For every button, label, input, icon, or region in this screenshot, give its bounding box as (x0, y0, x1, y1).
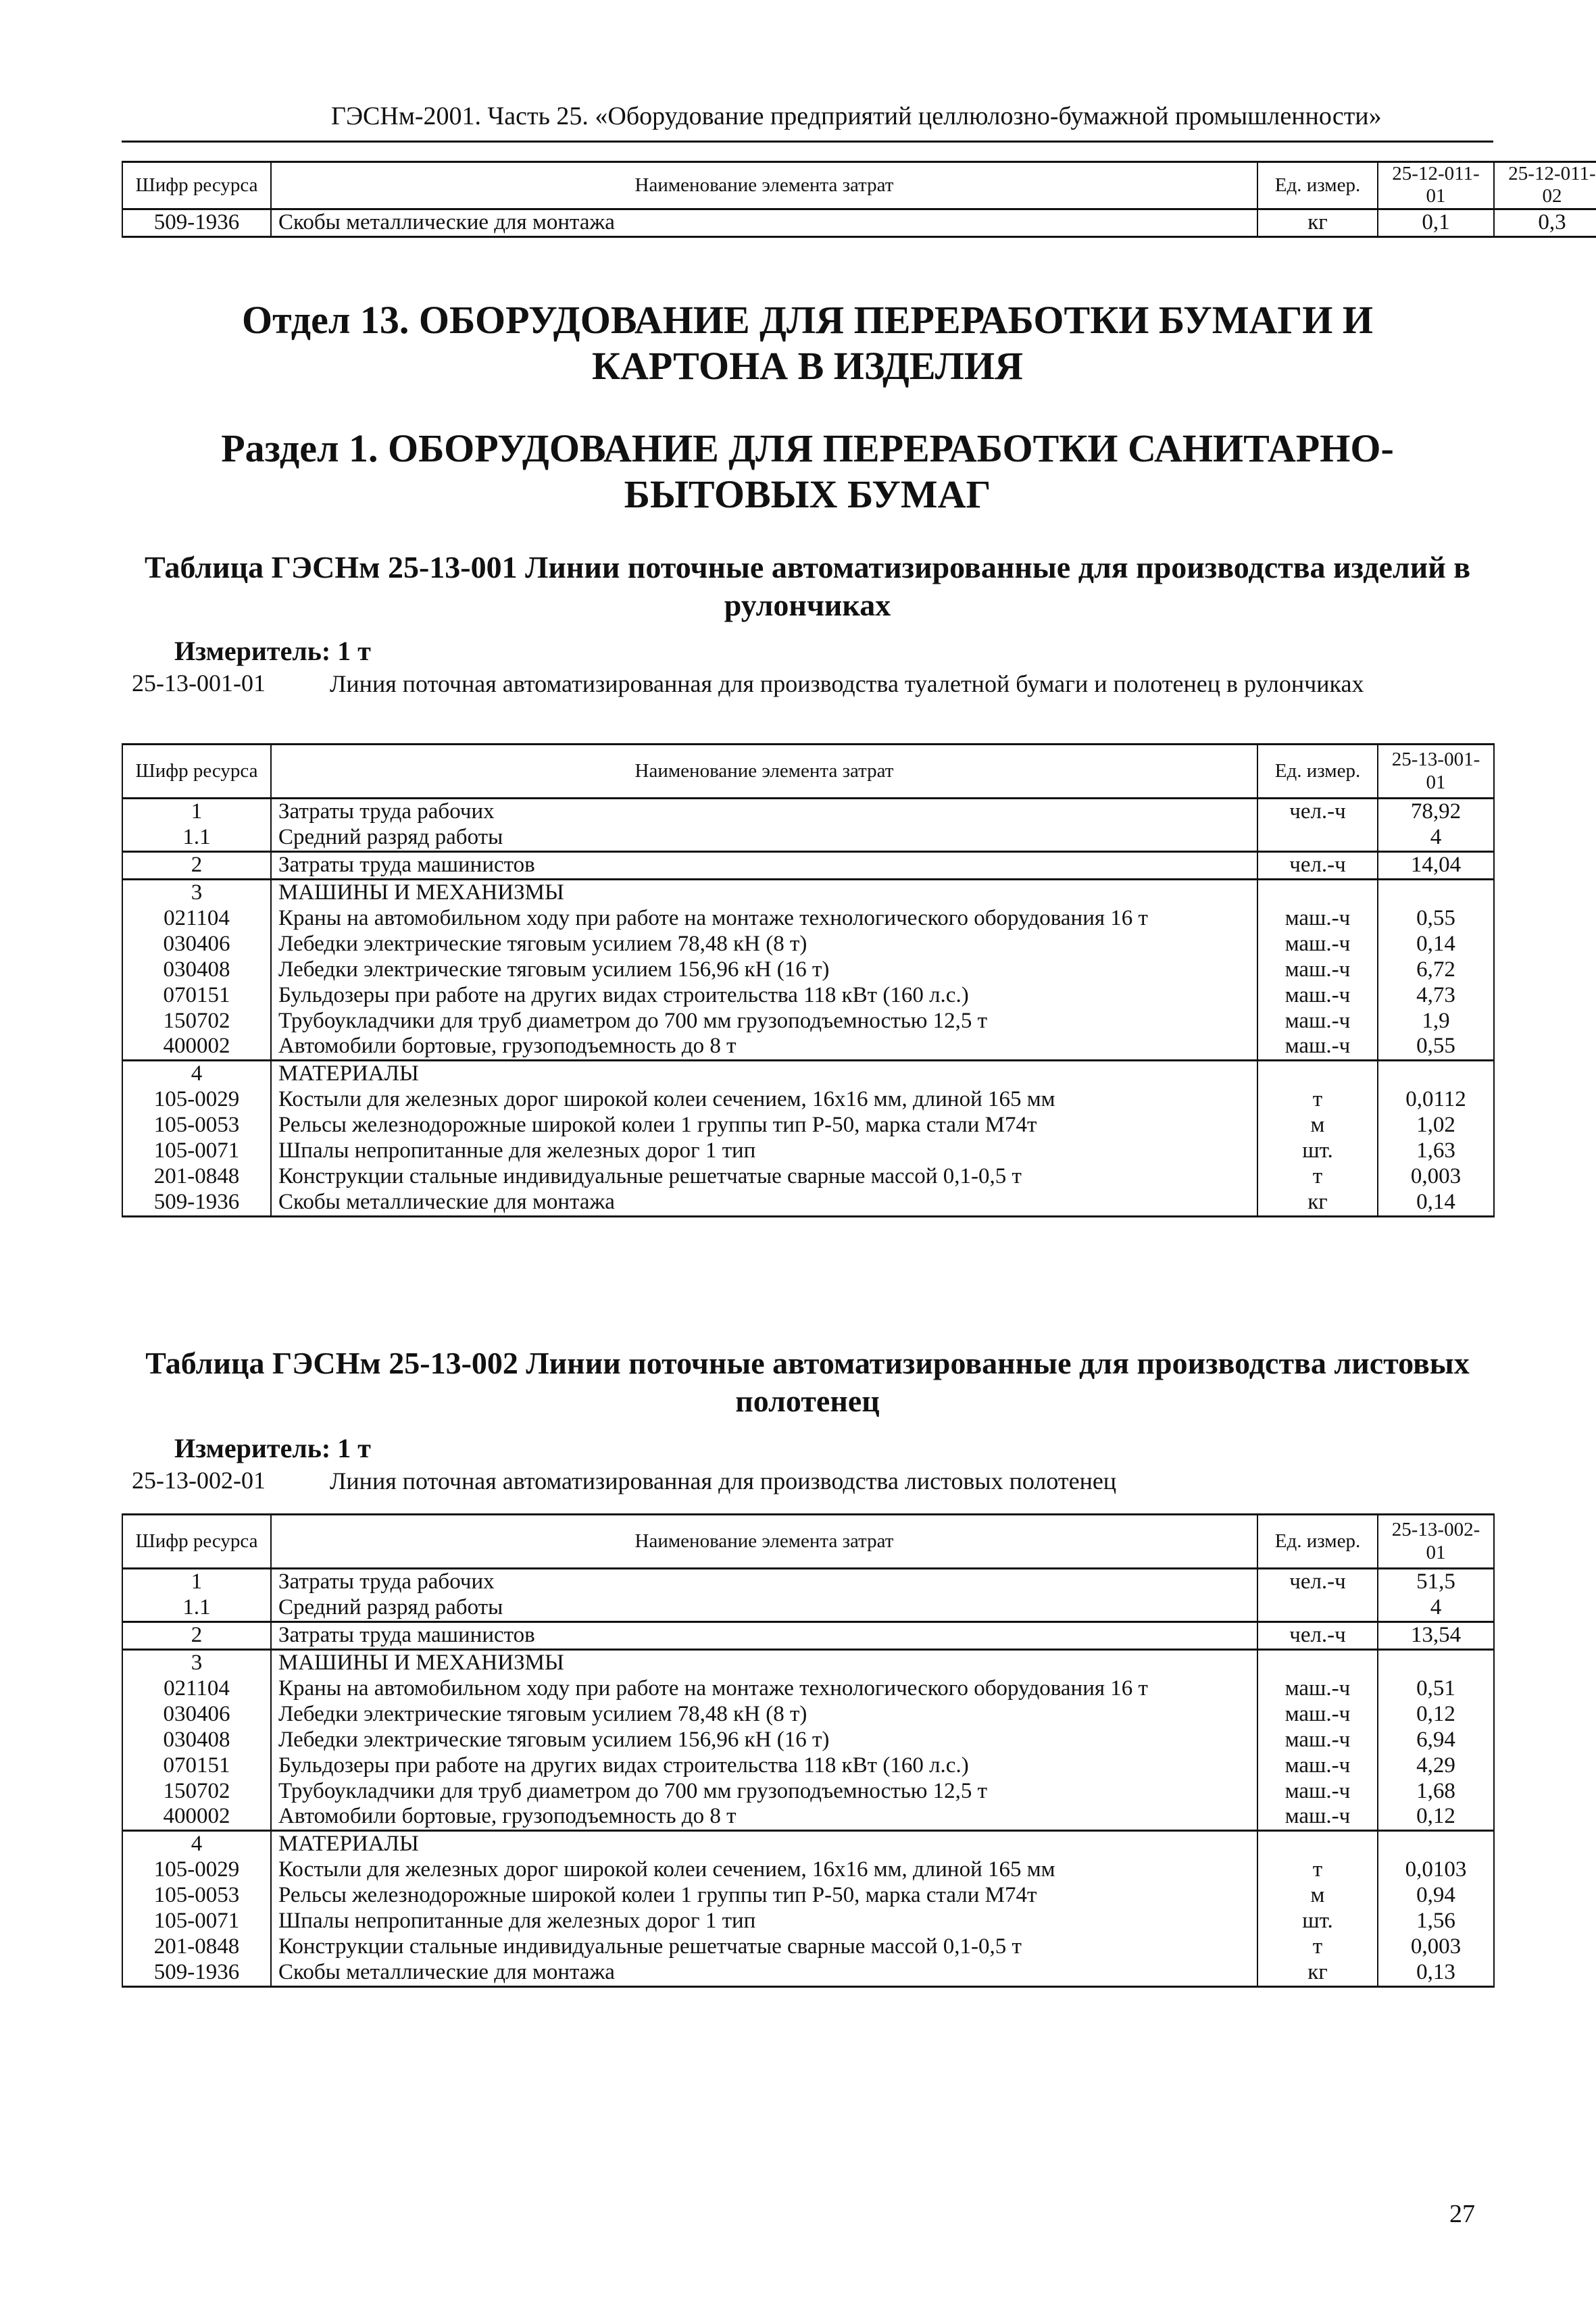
cell-value: 0,0112 (1378, 1087, 1494, 1113)
cell-name: Затраты труда машинистов (271, 851, 1257, 879)
cell-name: Средний разряд работы (271, 825, 1257, 851)
running-header: ГЭСНм-2001. Часть 25. «Оборудование предприятий целлюлозно-бумажной промышленности» (331, 102, 1382, 130)
cell-unit: т (1257, 1087, 1378, 1113)
table-row (122, 1061, 1494, 1087)
cell-name: Скобы металлические для монтажа (271, 1960, 1257, 1986)
cell-value: 13,54 (1378, 1621, 1494, 1649)
table-row (122, 1883, 1494, 1909)
cell-unit: маш.-ч (1257, 1804, 1378, 1830)
cell-code: 1 (122, 799, 271, 825)
cell-code: 030408 (122, 1728, 271, 1753)
cell-code: 400002 (122, 1804, 271, 1830)
row-unit: кг (1257, 209, 1378, 236)
continuation-table (122, 161, 1596, 238)
col-name-header: Наименование элемента затрат (271, 745, 1257, 799)
cell-unit: м (1257, 1113, 1378, 1138)
table-row (122, 957, 1494, 983)
cell-unit: кг (1257, 1190, 1378, 1216)
row-value-b: 0,3 (1494, 209, 1596, 236)
cell-code: 105-0029 (122, 1087, 271, 1113)
cell-value: 0,003 (1378, 1164, 1494, 1190)
table-row (122, 1190, 1494, 1216)
cell-name: Костыли для железных дорог широкой колеи сечением, 16х16 мм, длиной 165 мм (271, 1857, 1257, 1883)
table-row (122, 1087, 1494, 1113)
cell-name: МАШИНЫ И МЕХАНИЗМЫ (271, 879, 1257, 905)
cell-code: 509-1936 (122, 1190, 271, 1216)
col-norm-b-header: 25-12-011-02 (1494, 162, 1596, 209)
cell-code: 1.1 (122, 825, 271, 851)
col-name-header: Наименование элемента затрат (271, 1515, 1257, 1569)
cell-name: Лебедки электрические тяговым усилием 78,48 кН (8 т) (271, 1702, 1257, 1728)
cell-unit (1257, 1649, 1378, 1676)
table-row (122, 983, 1494, 1009)
cell-code: 4 (122, 1061, 271, 1087)
cell-value: 6,94 (1378, 1728, 1494, 1753)
cell-value: 0,14 (1378, 1190, 1494, 1216)
table-row (122, 1649, 1494, 1676)
col-code-header: Шифр ресурса (122, 745, 271, 799)
section-title: Раздел 1. ОБОРУДОВАНИЕ ДЛЯ ПЕРЕРАБОТКИ САНИТАРНО-БЫТОВЫХ БУМАГ (221, 426, 1394, 516)
cell-value: 0,55 (1378, 1034, 1494, 1060)
table-row (122, 1728, 1494, 1753)
cell-unit (1257, 825, 1378, 851)
cell-unit: м (1257, 1883, 1378, 1909)
cell-code: 021104 (122, 906, 271, 932)
cell-name: Краны на автомобильном ходу при работе на монтаже технологического оборудования 16 т (271, 906, 1257, 932)
table-row (122, 1164, 1494, 1190)
table-row (122, 1831, 1494, 1857)
cell-value: 1,9 (1378, 1009, 1494, 1034)
cell-name: Трубоукладчики для труб диаметром до 700 мм грузоподъемностью 12,5 т (271, 1779, 1257, 1805)
cell-code: 400002 (122, 1034, 271, 1060)
cell-value: 1,02 (1378, 1113, 1494, 1138)
cell-name: Затраты труда машинистов (271, 1621, 1257, 1649)
col-unit-header: Ед. измер. (1257, 1515, 1378, 1569)
cell-value: 1,56 (1378, 1909, 1494, 1934)
table1-norm-code: 25-13-001-01 (132, 670, 266, 697)
table-row (122, 1621, 1494, 1649)
cell-value: 0,12 (1378, 1702, 1494, 1728)
cell-unit: чел.-ч (1257, 799, 1378, 825)
cell-code: 030406 (122, 1702, 271, 1728)
table-row (122, 906, 1494, 932)
cell-name: Трубоукладчики для труб диаметром до 700 мм грузоподъемностью 12,5 т (271, 1009, 1257, 1034)
cell-code: 105-0053 (122, 1883, 271, 1909)
cell-code: 150702 (122, 1779, 271, 1805)
table2-norm-text: Линия поточная автоматизированная для производства листовых полотенец (330, 1467, 1117, 1494)
cell-value (1378, 1649, 1494, 1676)
cell-name: Лебедки электрические тяговым усилием 78,48 кН (8 т) (271, 932, 1257, 957)
cell-value: 0,55 (1378, 906, 1494, 932)
cell-code: 030406 (122, 932, 271, 957)
cell-unit: чел.-ч (1257, 851, 1378, 879)
table-row (122, 1138, 1494, 1164)
table-row (122, 932, 1494, 957)
table-row (122, 1960, 1494, 1986)
cell-code: 201-0848 (122, 1934, 271, 1960)
cell-unit: маш.-ч (1257, 1753, 1378, 1779)
cell-value: 4,73 (1378, 983, 1494, 1009)
cell-name: Скобы металлические для монтажа (271, 1190, 1257, 1216)
cell-value: 0,14 (1378, 932, 1494, 957)
table2-measure: Измеритель: 1 т (174, 1433, 371, 1463)
cell-unit: чел.-ч (1257, 1621, 1378, 1649)
cell-value: 0,0103 (1378, 1857, 1494, 1883)
row-value-a: 0,1 (1378, 209, 1494, 236)
cell-code: 105-0053 (122, 1113, 271, 1138)
table-row (122, 1009, 1494, 1034)
cell-name: Лебедки электрические тяговым усилием 156,96 кН (16 т) (271, 1728, 1257, 1753)
cell-value: 1,68 (1378, 1779, 1494, 1805)
cell-unit: шт. (1257, 1138, 1378, 1164)
cell-unit: маш.-ч (1257, 932, 1378, 957)
table-row (122, 1804, 1494, 1830)
cell-code: 4 (122, 1831, 271, 1857)
cell-name: Бульдозеры при работе на других видах строительства 118 кВт (160 л.с.) (271, 1753, 1257, 1779)
cell-value (1378, 1831, 1494, 1857)
cell-code: 105-0071 (122, 1909, 271, 1934)
cell-unit: маш.-ч (1257, 906, 1378, 932)
col-unit-header: Ед. измер. (1257, 745, 1378, 799)
page-number: 27 (1449, 2200, 1475, 2228)
cell-code: 201-0848 (122, 1164, 271, 1190)
department-title: Отдел 13. ОБОРУДОВАНИЕ ДЛЯ ПЕРЕРАБОТКИ БУМАГИ И КАРТОНА В ИЗДЕЛИЯ (241, 298, 1374, 388)
cell-code: 070151 (122, 983, 271, 1009)
cell-name: Затраты труда рабочих (271, 1569, 1257, 1595)
cell-unit: маш.-ч (1257, 983, 1378, 1009)
cell-name: Рельсы железнодорожные широкой колеи 1 группы тип Р-50, марка стали М74т (271, 1113, 1257, 1138)
cell-unit: маш.-ч (1257, 1676, 1378, 1702)
table-row (122, 851, 1494, 879)
table1-measure: Измеритель: 1 т (174, 636, 371, 666)
cell-code: 2 (122, 851, 271, 879)
col-unit-header: Ед. измер. (1257, 162, 1378, 209)
cell-unit: маш.-ч (1257, 1702, 1378, 1728)
cell-unit: т (1257, 1164, 1378, 1190)
cell-value: 4,29 (1378, 1753, 1494, 1779)
col-value-header: 25-13-002-01 (1378, 1515, 1494, 1569)
cell-code: 1.1 (122, 1595, 271, 1621)
cell-name: Автомобили бортовые, грузоподъемность до 8 т (271, 1034, 1257, 1060)
cell-value: 0,003 (1378, 1934, 1494, 1960)
table-row (122, 1113, 1494, 1138)
cell-value: 78,92 (1378, 799, 1494, 825)
col-code-header: Шифр ресурса (122, 162, 271, 209)
table-row (122, 825, 1494, 851)
cell-unit (1257, 879, 1378, 905)
table-row (122, 1779, 1494, 1805)
cell-unit: маш.-ч (1257, 1009, 1378, 1034)
cell-name: Конструкции стальные индивидуальные решетчатые сварные массой 0,1-0,5 т (271, 1934, 1257, 1960)
cell-name: МАТЕРИАЛЫ (271, 1061, 1257, 1087)
table1 (122, 743, 1495, 1217)
cell-code: 509-1936 (122, 1960, 271, 1986)
cell-unit: шт. (1257, 1909, 1378, 1934)
cell-code: 150702 (122, 1009, 271, 1034)
cell-code: 021104 (122, 1676, 271, 1702)
row-name: Скобы металлические для монтажа (271, 209, 1257, 236)
cell-unit (1257, 1595, 1378, 1621)
cell-name: Бульдозеры при работе на других видах строительства 118 кВт (160 л.с.) (271, 983, 1257, 1009)
cell-name: МАТЕРИАЛЫ (271, 1831, 1257, 1857)
cell-unit (1257, 1831, 1378, 1857)
cell-unit: чел.-ч (1257, 1569, 1378, 1595)
cell-value: 4 (1378, 1595, 1494, 1621)
col-code-header: Шифр ресурса (122, 1515, 271, 1569)
table-row (122, 1676, 1494, 1702)
cell-name: Краны на автомобильном ходу при работе на монтаже технологического оборудования 16 т (271, 1676, 1257, 1702)
cell-code: 030408 (122, 957, 271, 983)
table-row (122, 1034, 1494, 1060)
cell-value: 0,12 (1378, 1804, 1494, 1830)
table-row (122, 1753, 1494, 1779)
cell-value: 0,13 (1378, 1960, 1494, 1986)
table-row (122, 1857, 1494, 1883)
cell-code: 105-0071 (122, 1138, 271, 1164)
table2-norm-code: 25-13-002-01 (132, 1467, 266, 1494)
table1-title: Таблица ГЭСНм 25-13-001 Линии поточные автоматизированные для производства изделий в рулончиках (144, 550, 1471, 622)
table-row (122, 799, 1494, 825)
row-code: 509-1936 (122, 209, 271, 236)
col-norm-a-header: 25-12-011-01 (1378, 162, 1494, 209)
header-rule (122, 141, 1493, 143)
table2 (122, 1513, 1495, 1988)
cell-name: Лебедки электрические тяговым усилием 156,96 кН (16 т) (271, 957, 1257, 983)
cell-code: 3 (122, 1649, 271, 1676)
cell-code: 070151 (122, 1753, 271, 1779)
cell-name: Средний разряд работы (271, 1595, 1257, 1621)
cell-value: 4 (1378, 825, 1494, 851)
table-row (122, 1569, 1494, 1595)
cell-value: 0,51 (1378, 1676, 1494, 1702)
table-row (122, 1909, 1494, 1934)
cell-name: Затраты труда рабочих (271, 799, 1257, 825)
table-row (122, 1702, 1494, 1728)
table-row (122, 879, 1494, 905)
cell-code: 2 (122, 1621, 271, 1649)
table-row (122, 1934, 1494, 1960)
cell-unit: маш.-ч (1257, 1034, 1378, 1060)
cell-name: Шпалы непропитанные для железных дорог 1 тип (271, 1909, 1257, 1934)
cell-unit: маш.-ч (1257, 1779, 1378, 1805)
cell-value: 6,72 (1378, 957, 1494, 983)
cell-name: Костыли для железных дорог широкой колеи сечением, 16х16 мм, длиной 165 мм (271, 1087, 1257, 1113)
table1-norm-text: Линия поточная автоматизированная для производства туалетной бумаги и полотенец в рулончиках (330, 670, 1364, 697)
cell-unit (1257, 1061, 1378, 1087)
cell-name: Автомобили бортовые, грузоподъемность до 8 т (271, 1804, 1257, 1830)
cell-unit: кг (1257, 1960, 1378, 1986)
cell-name: Шпалы непропитанные для железных дорог 1 тип (271, 1138, 1257, 1164)
cell-code: 1 (122, 1569, 271, 1595)
cell-value: 51,5 (1378, 1569, 1494, 1595)
cell-value (1378, 1061, 1494, 1087)
cell-unit: т (1257, 1857, 1378, 1883)
cell-value (1378, 879, 1494, 905)
cell-unit: т (1257, 1934, 1378, 1960)
col-value-header: 25-13-001-01 (1378, 745, 1494, 799)
table-row (122, 1595, 1494, 1621)
col-name-header: Наименование элемента затрат (271, 162, 1257, 209)
cell-name: Конструкции стальные индивидуальные решетчатые сварные массой 0,1-0,5 т (271, 1164, 1257, 1190)
cell-code: 105-0029 (122, 1857, 271, 1883)
table2-title: Таблица ГЭСНм 25-13-002 Линии поточные автоматизированные для производства листовых полотенец (145, 1346, 1470, 1418)
cell-name: МАШИНЫ И МЕХАНИЗМЫ (271, 1649, 1257, 1676)
cell-value: 14,04 (1378, 851, 1494, 879)
cell-value: 1,63 (1378, 1138, 1494, 1164)
cell-unit: маш.-ч (1257, 957, 1378, 983)
cell-unit: маш.-ч (1257, 1728, 1378, 1753)
cell-value: 0,94 (1378, 1883, 1494, 1909)
cell-name: Рельсы железнодорожные широкой колеи 1 группы тип Р-50, марка стали М74т (271, 1883, 1257, 1909)
cell-code: 3 (122, 879, 271, 905)
